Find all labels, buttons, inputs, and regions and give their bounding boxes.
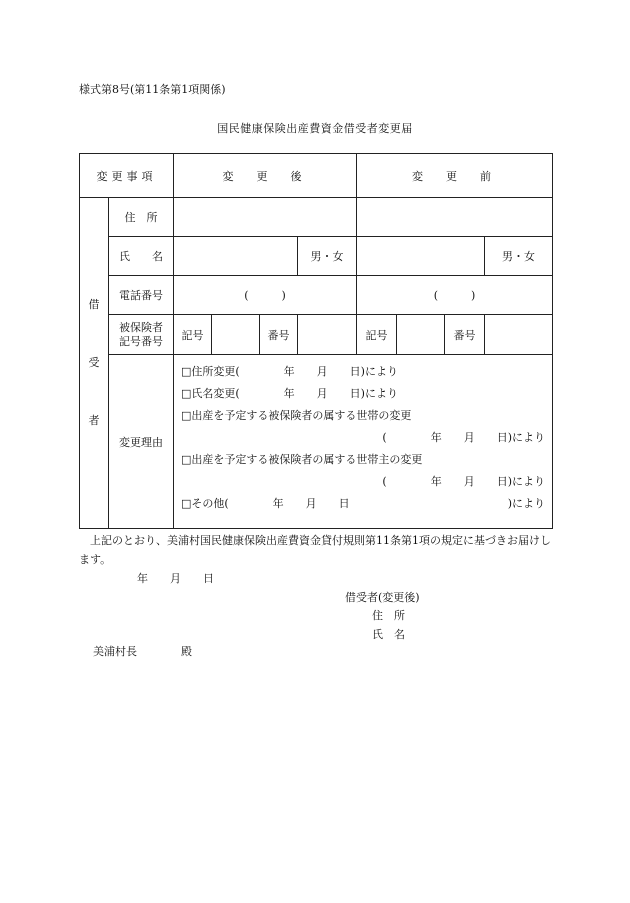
reason-other-row[interactable] bbox=[181, 493, 552, 515]
reason-name-change[interactable]: □氏名変更( 年 月 日)により bbox=[181, 387, 398, 400]
borrower-char-1: 借 bbox=[88, 298, 100, 311]
form-number: 様式第8号(第11条第1項関係) bbox=[79, 83, 226, 96]
borrower-label bbox=[80, 198, 109, 529]
borrower-char-2: 受 bbox=[88, 356, 100, 369]
reason-other-suffix: )により bbox=[507, 497, 545, 510]
document-title: 国民健康保険出産費資金借受者変更届 bbox=[217, 122, 413, 135]
name-before-field[interactable] bbox=[357, 237, 485, 276]
insured-label-line-1: 被保険者 bbox=[119, 320, 163, 334]
declaration-statement: 上記のとおり、美浦村国民健康保険出産費資金貸付規則第11条第1項の規定に基づきお届けします。 bbox=[79, 534, 551, 566]
name-after-field[interactable] bbox=[174, 237, 298, 276]
number-after-label: 番号 bbox=[260, 315, 298, 355]
insured-number-label bbox=[109, 315, 174, 355]
addressee: 美浦村長 殿 bbox=[93, 645, 192, 658]
gender-after[interactable]: 男・女 bbox=[298, 237, 357, 276]
symbol-before-field[interactable] bbox=[397, 315, 445, 355]
submission-date: 年 月 日 bbox=[137, 572, 214, 585]
phone-after-field[interactable]: ( ) bbox=[174, 276, 357, 315]
name-label: 氏 名 bbox=[109, 237, 174, 276]
borrower-address-label: 住 所 bbox=[372, 609, 405, 622]
phone-label: 電話番号 bbox=[109, 276, 174, 315]
change-form-table bbox=[79, 153, 553, 529]
borrower-name-label: 氏 名 bbox=[372, 628, 405, 641]
symbol-after-field[interactable] bbox=[212, 315, 260, 355]
reason-householder-change-date-row bbox=[181, 471, 552, 493]
reason-household-change-date: ( 年 月 日)により bbox=[382, 431, 545, 444]
header-before-change: 変 更 前 bbox=[357, 154, 553, 198]
phone-before-field[interactable]: ( ) bbox=[357, 276, 553, 315]
borrower-char-3: 者 bbox=[88, 414, 100, 427]
reason-household-change[interactable]: □出産を予定する被保険者の属する世帯の変更 bbox=[181, 409, 412, 422]
reason-other[interactable]: □その他( 年 月 日 bbox=[181, 497, 350, 510]
address-before-field[interactable] bbox=[357, 198, 553, 237]
reason-label: 変更理由 bbox=[109, 355, 174, 529]
reason-household-change-date-row bbox=[181, 427, 552, 449]
reason-address-change[interactable]: □住所変更( 年 月 日)により bbox=[181, 365, 398, 378]
symbol-after-label: 記号 bbox=[174, 315, 212, 355]
number-before-label: 番号 bbox=[445, 315, 485, 355]
address-after-field[interactable] bbox=[174, 198, 357, 237]
header-change-item: 変更事項 bbox=[80, 154, 174, 198]
header-after-change: 変 更 後 bbox=[174, 154, 357, 198]
insured-label-line-2: 記号番号 bbox=[119, 334, 163, 348]
number-before-field[interactable] bbox=[485, 315, 553, 355]
reason-householder-change-date: ( 年 月 日)により bbox=[382, 475, 545, 488]
symbol-before-label: 記号 bbox=[357, 315, 397, 355]
gender-before[interactable]: 男・女 bbox=[485, 237, 553, 276]
reason-options bbox=[174, 355, 553, 529]
number-after-field[interactable] bbox=[298, 315, 357, 355]
address-label: 住 所 bbox=[109, 198, 174, 237]
reason-householder-change[interactable]: □出産を予定する被保険者の属する世帯主の変更 bbox=[181, 453, 423, 466]
borrower-after-change-label: 借受者(変更後) bbox=[345, 591, 420, 604]
